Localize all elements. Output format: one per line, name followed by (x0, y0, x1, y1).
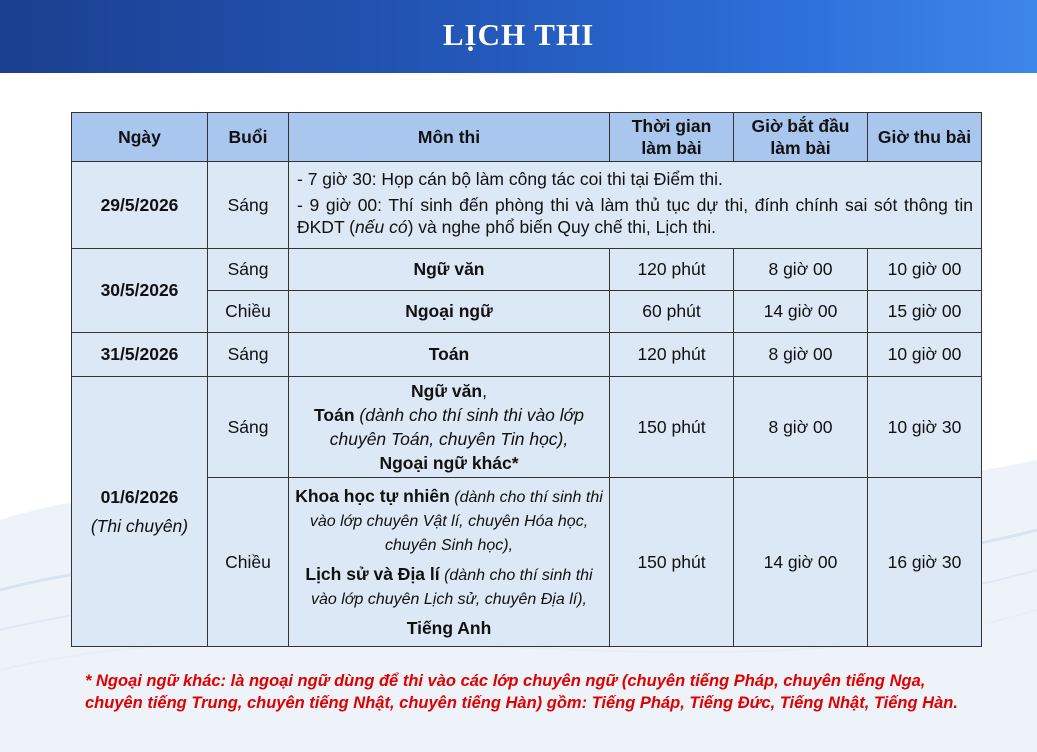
date-cell: 29/5/2026 (72, 162, 208, 249)
start-time-cell: 14 giờ 00 (734, 478, 868, 647)
session-cell: Sáng (208, 377, 289, 478)
table-row (72, 478, 982, 647)
page-title: LỊCH THI (442, 17, 595, 52)
header-start (734, 113, 868, 162)
start-time-cell: 8 giờ 00 (734, 249, 868, 291)
subject-line: Toán (dành cho thí sinh thi vào lớp chuyên Toán, chuyên Tin học), (314, 405, 584, 449)
instruction-line: - 9 giờ 00: Thí sinh đến phòng thi và làm thủ tục dự thi, đính chính sai sót thông tin ĐKDT (nếu có) và nghe phổ biến Quy chế thi, Lịch thi. (297, 195, 973, 237)
subject-line: Khoa học tự nhiên (dành cho thí sinh thi vào lớp chuyên Vật lí, chuyên Hóa học, chuyên Sinh học), (295, 485, 603, 554)
date-cell: 31/5/2026 (72, 333, 208, 377)
date-note: (Thi chuyên) (90, 515, 189, 536)
end-time-cell: 16 giờ 30 (868, 478, 982, 647)
table-row (72, 162, 982, 249)
table-row (72, 377, 982, 478)
end-time-cell: 10 giờ 00 (868, 333, 982, 377)
duration-cell: 120 phút (610, 249, 734, 291)
start-time-cell: 14 giờ 00 (734, 291, 868, 333)
duration-cell: 150 phút (610, 478, 734, 647)
table-row (72, 249, 982, 291)
duration-cell: 60 phút (610, 291, 734, 333)
end-time-cell: 10 giờ 00 (868, 249, 982, 291)
end-time-cell: 10 giờ 30 (868, 377, 982, 478)
subject-line: Ngữ văn, (411, 381, 487, 401)
header-duration-line2: làm bài (641, 138, 702, 158)
subject-cell: Ngữ văn (289, 249, 610, 291)
subject-cell (289, 377, 610, 478)
session-cell: Sáng (208, 249, 289, 291)
instruction-line: - 7 giờ 30: Họp cán bộ làm công tác coi thi tại Điểm thi. (297, 169, 723, 189)
subject-line: Tiếng Anh (406, 617, 492, 638)
footnote: * Ngoại ngữ khác: là ngoại ngữ dùng để thi vào các lớp chuyên ngữ (chuyên tiếng Pháp, chuyên tiếng Nga, chuyên tiếng Trung, chuyên tiếng Nhật, chuyên tiếng Hàn) gồm: Tiếng Pháp, Tiếng Đức, Tiếng Nhật, Tiếng Hàn. (85, 672, 958, 712)
session-cell: Sáng (208, 333, 289, 377)
title-banner (0, 0, 1037, 73)
date-cell (72, 377, 208, 647)
start-time-cell: 8 giờ 00 (734, 377, 868, 478)
start-time-cell: 8 giờ 00 (734, 333, 868, 377)
subject-cell: Ngoại ngữ (289, 291, 610, 333)
duration-cell: 120 phút (610, 333, 734, 377)
subject-cell: Toán (289, 333, 610, 377)
header-date: Ngày (72, 113, 208, 162)
session-cell: Chiều (208, 291, 289, 333)
session-cell: Chiều (208, 478, 289, 647)
exam-schedule-table (71, 112, 982, 647)
header-duration-line1: Thời gian (631, 116, 712, 136)
header-end: Giờ thu bài (868, 113, 982, 162)
instructions-cell (289, 162, 982, 249)
table-header-row (72, 113, 982, 162)
table-row (72, 333, 982, 377)
header-subject: Môn thi (289, 113, 610, 162)
subject-line: Ngoại ngữ khác* (379, 453, 519, 473)
subject-line: Lịch sử và Địa lí (dành cho thí sinh thi vào lớp chuyên Lịch sử, chuyên Địa lí), (305, 563, 593, 608)
header-duration (610, 113, 734, 162)
duration-cell: 150 phút (610, 377, 734, 478)
table-row (72, 291, 982, 333)
header-session: Buổi (208, 113, 289, 162)
end-time-cell: 15 giờ 00 (868, 291, 982, 333)
date-value: 01/6/2026 (100, 486, 179, 507)
header-start-line1: Giờ bắt đầu (751, 116, 850, 136)
subject-cell (289, 478, 610, 647)
header-start-line2: làm bài (770, 138, 831, 158)
date-cell: 30/5/2026 (72, 249, 208, 333)
session-cell: Sáng (208, 162, 289, 249)
